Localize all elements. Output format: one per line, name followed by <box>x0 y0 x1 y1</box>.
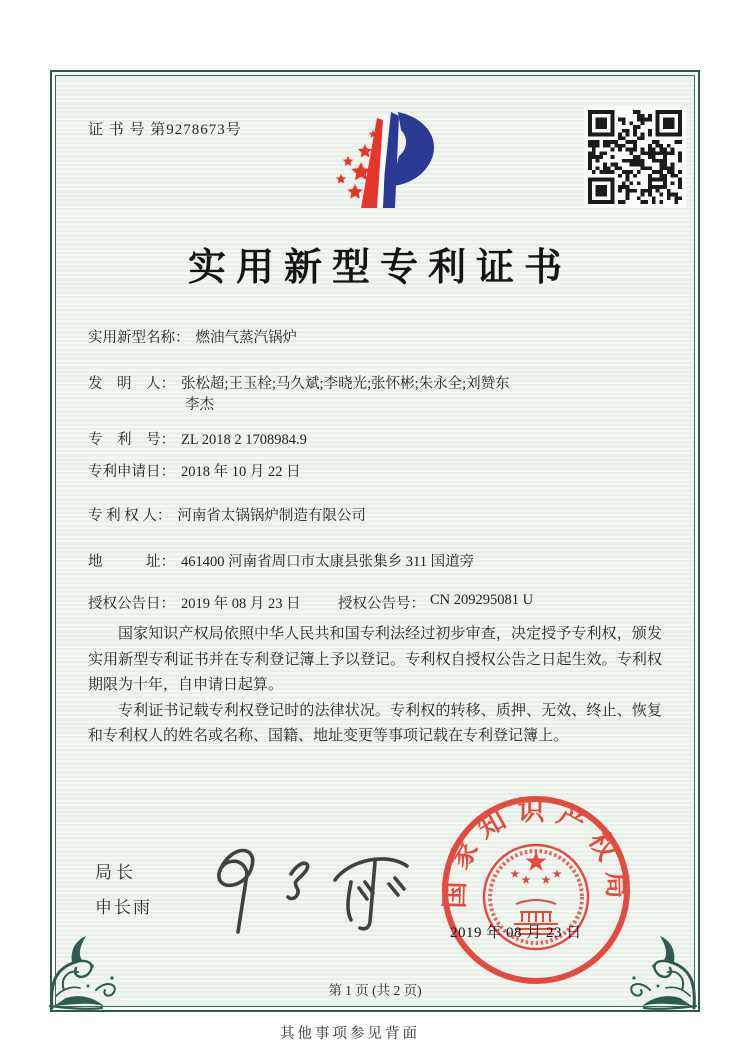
legal-paragraph-2: 专利证书记载专利权登记时的法律状况。专利权的转移、质押、无效、终止、恢复和专利权人的姓名或名称、国籍、地址变更等事项记载在专利登记簿上。 <box>88 702 662 744</box>
field-value: ZL 2018 2 1708984.9 <box>181 432 307 448</box>
field-row-inventors <box>88 372 510 414</box>
field-value: 张松超;王玉栓;马久斌;李晓光;张怀彬;朱永全;刘赞东 <box>181 376 510 392</box>
field-label: 授权公告号： <box>338 596 425 612</box>
back-side-note: 其他事项参见背面 <box>280 1026 420 1042</box>
handwritten-signature-icon <box>193 836 423 941</box>
certificate-title: 实用新型专利证书 <box>187 247 572 289</box>
field-label: 地 址： <box>88 554 175 570</box>
field-label: 专 利 权 人： <box>88 508 172 524</box>
field-value: 河南省太锅锅炉制造有限公司 <box>177 508 366 524</box>
seal-date: 2019 年 08 月 23 日 <box>450 925 582 941</box>
certificate-number-value: 9278673 <box>166 122 226 138</box>
field-row-patentee <box>88 504 366 525</box>
certificate-number-line <box>88 118 242 139</box>
page-number: 第 1 页 (共 2 页) <box>328 983 422 998</box>
field-value: 2018 年 10 月 22 日 <box>181 464 301 480</box>
legal-paragraph-1: 国家知识产权局依照中华人民共和国专利法经过初步审查，决定授予专利权，颁发实用新型专利证书并在专利登记簿上予以登记。专利权自授权公告之日起生效。专利权期限为十年，自申请日起算。 <box>88 626 662 693</box>
field-label: 实用新型名称： <box>88 330 190 346</box>
field-label: 专利申请日： <box>88 464 175 480</box>
field-value: 2019 年 08 月 23 日 <box>181 596 301 612</box>
certificate-number-prefix: 证 书 号 第 <box>88 122 167 138</box>
field-row-address <box>88 550 474 571</box>
legal-text-block <box>88 622 662 750</box>
commissioner-name: 申长雨 <box>95 898 152 917</box>
official-seal-icon <box>438 792 634 988</box>
seal-text: 国家知识产权局 <box>439 796 633 909</box>
field-label: 专 利 号： <box>88 432 175 448</box>
field-value: 燃油气蒸汽锅炉 <box>195 330 297 346</box>
field-label: 发 明 人： <box>88 376 175 392</box>
field-label: 授权公告日： <box>88 596 175 612</box>
field-row-name <box>88 326 297 347</box>
cnipa-logo-icon <box>303 86 453 234</box>
field-row-patent-number <box>88 428 307 449</box>
field-value-continued: 李杰 <box>185 397 214 413</box>
field-row-filing-date <box>88 460 301 481</box>
field-value: 461400 河南省周口市太康县张集乡 311 国道旁 <box>181 554 475 570</box>
field-value: CN 209295081 U <box>430 592 534 608</box>
qr-code-icon <box>588 110 682 204</box>
certificate-number-suffix: 号 <box>225 122 242 138</box>
field-row-grant <box>88 592 534 613</box>
commissioner-title: 局长 <box>95 863 137 882</box>
